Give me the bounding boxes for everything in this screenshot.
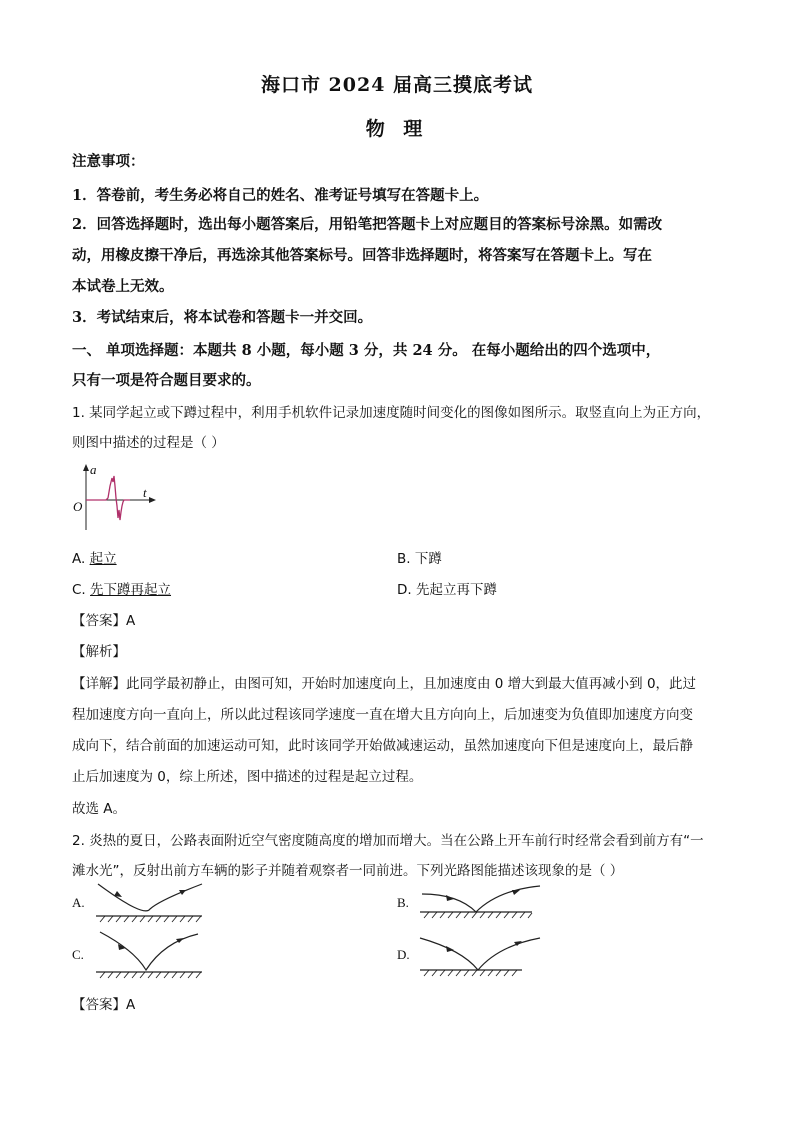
subject-title: 物 理: [365, 118, 429, 140]
notes-heading: 注意事项：: [72, 153, 145, 170]
q1-acceleration-graph: [70, 462, 170, 532]
graph-y-axis-arrow: [83, 464, 89, 471]
note-item-1: 1．答卷前，考生务必将自己的姓名、准考证号填写在答题卡上。: [72, 187, 489, 204]
q1-detail-line-1: 【详解】此同学最初静止，由图可知，开始时加速度向上，且加速度由 0 增大到最大值再减小到 0，此过: [72, 676, 697, 692]
q2-answer: 【答案】A: [72, 997, 136, 1013]
reflected-arrow: [512, 890, 520, 895]
q1-conclusion: 故选 A。: [72, 801, 127, 817]
q1-stem-line-2: 则图中描述的过程是（ ）: [72, 435, 225, 451]
note-item-2-line-3: 本试卷上无效。: [72, 278, 174, 295]
q1-option-d-label: D.: [397, 582, 412, 598]
q1-option-c-label: C.: [72, 582, 86, 598]
q1-option-b-label: B.: [397, 551, 411, 567]
q2-stem-line-2: 滩水光”，反射出前方车辆的影子并随着观察者一同前进。下列光路图能描述该现象的是（ ）: [72, 863, 624, 879]
q2-option-d-label: D.: [397, 947, 410, 962]
q1-option-a-text: 起立: [89, 551, 117, 567]
light-path: [420, 938, 540, 970]
light-path: [100, 932, 198, 970]
q1-option-d: [397, 578, 497, 598]
acceleration-trace: [86, 476, 130, 520]
q2-stem-line-1: 2. 炎热的夏日，公路表面附近空气密度随高度的增加而增大。当在公路上开车前行时经常会看到前方有“一: [72, 833, 704, 849]
graph-x-label: t: [143, 485, 147, 500]
q1-option-b-text: 下蹲: [414, 551, 442, 567]
reflected-arrow: [176, 938, 184, 943]
q1-detail-line-2: 程加速度方向一直向上，所以此过程该同学速度一直在增大且方向向上，后加速变为负值即加速度方向变: [72, 707, 693, 723]
q1-option-b: [397, 547, 442, 567]
q1-analysis-heading: 【解析】: [72, 644, 126, 660]
incident-arrow: [114, 891, 122, 897]
q1-answer: 【答案】A: [72, 613, 136, 629]
q1-detail-line-4: 止后加速度为 0，综上所述，图中描述的过程是起立过程。: [72, 769, 423, 785]
q2-option-c-label: C.: [72, 947, 84, 962]
q1-option-c: [72, 578, 171, 598]
section-heading-line-1: 一、 单项选择题：本题共 8 小题，每小题 3 分，共 24 分。 在每小题给出的四个选项中，: [72, 342, 661, 359]
q2-option-b-label: B.: [397, 895, 409, 910]
q2-option-d-diagram: [418, 928, 544, 980]
light-path: [98, 884, 202, 911]
graph-x-axis-arrow: [149, 497, 156, 503]
q1-detail-line-3: 成向下，结合前面的加速运动可知，此时该同学开始做减速运动，虽然加速度向下但是速度向上，最后静: [72, 738, 693, 754]
road-hatching: [100, 916, 201, 922]
note-item-2-line-2: 动，用橡皮擦干净后，再选涂其他答案标号。回答非选择题时，将答案写在答题卡上。写在: [72, 247, 652, 264]
q1-option-a-label: A.: [72, 551, 86, 567]
q2-option-c-diagram: [94, 928, 206, 980]
q1-option-c-text: 先下蹲再起立: [90, 582, 172, 598]
section-heading-line-2: 只有一项是符合题目要求的。: [72, 372, 261, 389]
road-hatching: [424, 970, 517, 976]
graph-y-label: a: [90, 462, 97, 477]
q1-stem-line-1: 1. 某同学起立或下蹲过程中，利用手机软件记录加速度随时间变化的图像如图所示。取竖直向上为正方向，: [72, 405, 711, 421]
note-item-3: 3．考试结束后，将本试卷和答题卡一并交回。: [72, 309, 373, 326]
q2-option-b-diagram: [418, 880, 544, 928]
q2-option-a-label: A.: [72, 895, 85, 910]
road-hatching: [424, 912, 532, 918]
road-hatching: [100, 972, 201, 978]
page-title: 海口市 2024 届高三摸底考试: [260, 74, 534, 96]
q1-option-a: [72, 547, 117, 567]
note-item-2-line-1: 2．回答选择题时，选出每小题答案后，用铅笔把答题卡上对应题目的答案标号涂黑。如需改: [72, 216, 663, 233]
graph-origin-label: O: [73, 499, 83, 514]
q1-option-d-text: 先起立再下蹲: [415, 582, 497, 598]
light-path: [422, 886, 540, 912]
q2-option-a-diagram: [94, 880, 206, 928]
